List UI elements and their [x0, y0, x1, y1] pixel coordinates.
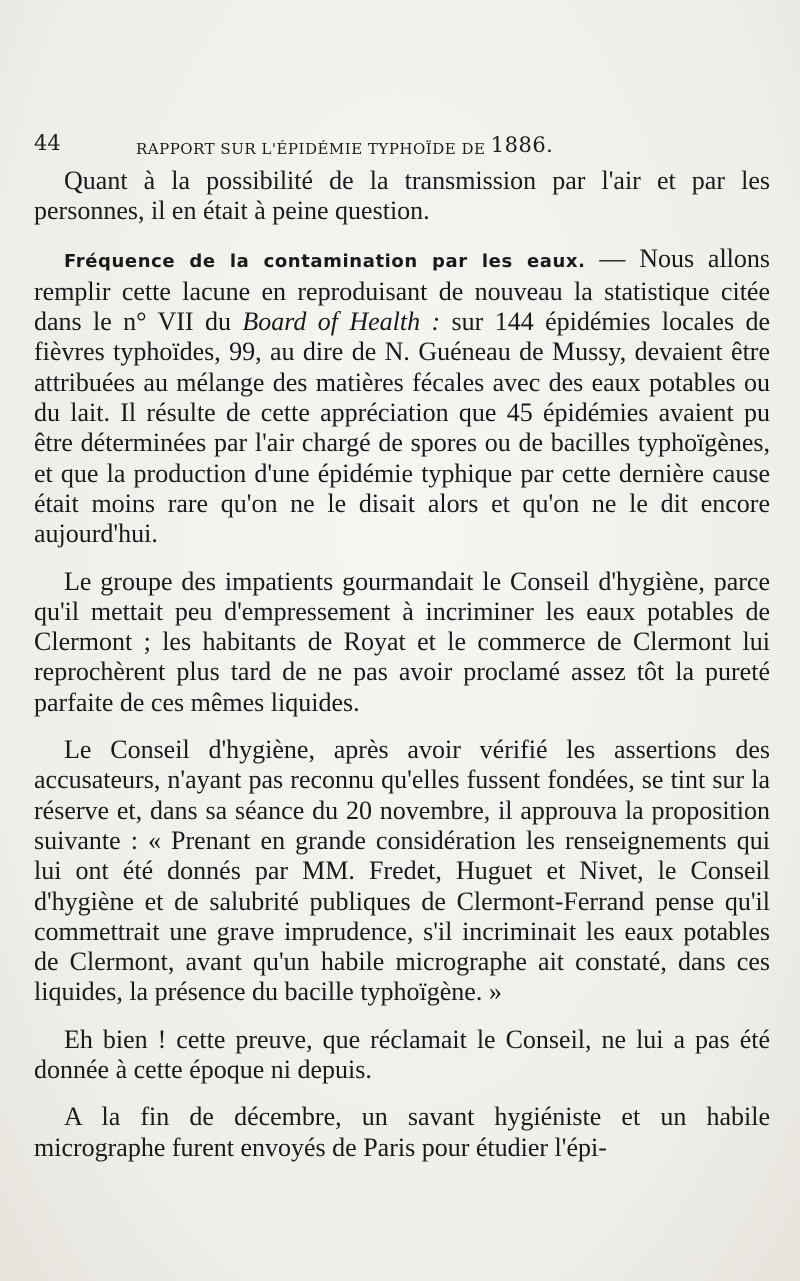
- paragraph-conseil: Le Conseil d'hygiène, après avoir vérifié les assertions des accusateurs, n'ayant pas reconnu qu'elles fussent fondées, se tint sur la réserve et, dans sa séance du 20 novembre, il approuva la proposition suivante : « Prenant en grande considération les renseignements qui lui ont été donnés par MM. Fredet, Huguet et Nivet, le Conseil d'hygiène et de salubrité publiques de Clermont-Ferrand pense qu'il commettrait une grave imprudence, s'il incriminait les eaux potables de Clermont, avant qu'un habile micrographe ait constaté, dans ces liquides, la présence du bacille typhoïgène. »: [34, 735, 770, 1007]
- section-heading: Fréquence de la contamination par les eaux.: [64, 250, 586, 272]
- running-year: 1886.: [490, 133, 554, 157]
- paragraph-frequence: [34, 244, 770, 550]
- page-header: [34, 131, 774, 159]
- page-number: 44: [34, 131, 61, 155]
- paragraph-transmission: Quant à la possibilité de la transmission par l'air et par les personnes, il en était à peine question.: [34, 166, 770, 226]
- running-head: [136, 135, 553, 159]
- journal-title: Board of Health :: [242, 307, 441, 337]
- paragraph-frequence-text-a: — Nous allons remplir cette lacune en reproduisant de nouveau la statistique citée dans le n° VII du: [34, 243, 771, 337]
- running-title: RAPPORT SUR L'ÉPIDÉMIE TYPHOÏDE DE: [136, 140, 486, 158]
- paragraph-groupe: Le groupe des impatients gourmandait le Conseil d'hygiène, parce qu'il mettait peu d'empressement à incriminer les eaux potables de Clermont ; les habitants de Royat et le commerce de Clermont lui reprochèrent plus tard de ne pas avoir proclamé assez tôt la pureté parfaite de ces mêmes liquides.: [34, 566, 770, 717]
- paragraph-frequence-text-b: sur 144 épidémies locales de fièvres typhoïdes, 99, au dire de N. Guéneau de Mussy, devaient être attribuées au mélange des matières fécales avec des eaux potables ou du lait. Il résulte de cette appréciation que 45 épidémies avaient pu être déterminées par l'air chargé de spores ou de bacilles typhoïgènes, et que la production d'une épidémie typhique par cette dernière cause était moins rare qu'on ne le disait alors et qu'on ne le dit encore aujourd'hui.: [34, 307, 770, 549]
- paragraph-preuve: Eh bien ! cette preuve, que réclamait le Conseil, ne lui a pas été donnée à cette époque ni depuis.: [34, 1024, 770, 1085]
- paragraph-decembre: A la fin de décembre, un savant hygiéniste et un habile micrographe furent envoyés de Paris pour étudier l'épi-: [34, 1102, 770, 1162]
- body-text: [34, 166, 770, 1163]
